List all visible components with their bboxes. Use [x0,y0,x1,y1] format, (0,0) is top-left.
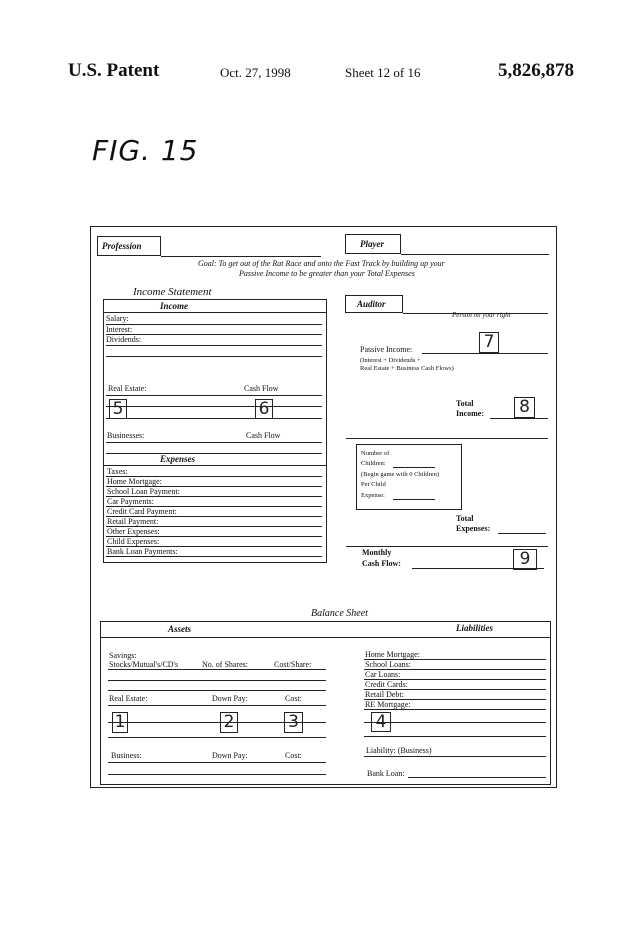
income-statement-title: Income Statement [133,286,212,298]
cash-flow-label: Cash Flow [244,384,279,393]
income-heading-rule [104,312,326,313]
business-cost-label: Cost: [285,751,302,760]
savings-label: Savings: [109,651,137,660]
cost-share-label: Cost/Share: [274,660,312,669]
passive-income-label: Passive Income: [360,345,413,354]
marker-box-5: 5 [109,399,127,419]
total-income-label-2: Income: [456,409,484,418]
interest-label: Interest: [106,325,133,334]
stocks-line-3 [108,690,326,691]
real-estate-asset-line-1 [108,705,326,706]
liabilities-heading: Liabilities [456,623,493,633]
total-income-line [490,418,548,419]
liab-credit-cards-label: Credit Cards: [365,680,408,689]
income-heading: Income [160,301,188,311]
marker-box-3: 3 [284,712,303,733]
monthly-label-1: Monthly [362,548,392,557]
auditor-divider [346,438,548,439]
patent-label: U.S. Patent [68,60,160,81]
expenses-heading: Expenses [160,454,196,464]
liab-car-loans-label: Car Loans: [365,670,401,679]
dividends-line [106,345,322,346]
real-estate-line-2 [106,406,322,407]
businesses-label: Businesses: [107,431,145,440]
liab-line-extra-2 [364,736,546,737]
marker-box-7: 7 [479,332,499,353]
player-label: Player [360,239,384,249]
total-expenses-label-2: Expenses: [456,524,491,533]
children-label-5: Expense: [361,492,385,499]
real-estate-line-3 [106,418,322,419]
figure-label: FIG. 15 [92,134,199,167]
marker-box-6: 6 [255,399,273,419]
liab-home-mortgage-label: Home Mortgage: [365,650,420,659]
marker-box-1: 1 [112,712,128,733]
assets-heading: Assets [168,624,192,634]
retail-payment-label: Retail Payment: [107,517,159,526]
school-loan-payment-label: School Loan Payment: [107,487,180,496]
car-payments-label: Car Payments: [107,497,154,506]
liab-school-loans-label: School Loans: [365,660,411,669]
children-line [393,467,435,468]
real-estate-asset-label: Real Estate: [109,694,148,703]
children-label-3: (Begin game with 0 Children) [361,471,439,478]
passive-income-line [422,353,548,354]
home-mortgage-exp-label: Home Mortgage: [107,477,162,486]
real-estate-asset-line-3 [108,737,326,738]
passive-income-note-2: Real Estate + Business Cash Flows) [360,365,454,372]
business-down-pay-label: Down Pay: [212,751,248,760]
passive-income-note-1: (Interest + Dividends + [360,357,421,364]
salary-label: Salary: [106,314,129,323]
business-cash-flow-label: Cash Flow [246,431,281,440]
total-expenses-line [498,533,546,534]
children-label-1: Number of [361,450,390,457]
goal-line-1: Goal: To get out of the Rat Race and onto the Fast Track by building up your [198,259,445,268]
goal-line-2: Passive Income to be greater than your Total Expenses [239,269,415,278]
real-estate-line-1 [106,395,322,396]
real-estate-label: Real Estate: [108,384,147,393]
bank-loan-line [408,777,546,778]
bank-loan-payments-label: Bank Loan Payments: [107,547,178,556]
patent-date: Oct. 27, 1998 [220,65,291,80]
business-line [106,442,322,443]
bank-loan-payments-line [106,556,322,557]
stocks-line-2 [108,680,326,681]
bank-loan-label: Bank Loan: [367,769,405,778]
liab-re-mortgage-label: RE Mortgage: [365,700,411,709]
children-label-2: Children: [361,460,386,467]
balance-heading-rule [101,637,550,638]
business-asset-label: Business: [111,751,142,760]
taxes-label: Taxes: [107,467,128,476]
cost-label: Cost: [285,694,302,703]
liability-business-line [364,756,546,757]
cash-flow-divider [346,546,548,547]
business-line-2 [106,453,322,454]
liab-retail-debt-label: Retail Debt: [365,690,404,699]
business-asset-line-1 [108,762,326,763]
sheet-number: Sheet 12 of 16 [345,65,421,80]
per-child-line [393,499,435,500]
expenses-heading-rule [104,465,326,466]
marker-box-4: 4 [371,712,391,732]
liab-re-mortgage-line [364,709,546,710]
credit-card-payment-label: Credit Card Payment: [107,507,177,516]
down-pay-label: Down Pay: [212,694,248,703]
blank-line [106,356,322,357]
stocks-line-1 [108,669,326,670]
child-expenses-label: Child Expenses: [107,537,160,546]
marker-box-2: 2 [220,712,238,733]
marker-box-8: 8 [514,397,535,418]
total-income-label-1: Total [456,399,474,408]
patent-number: 5,826,878 [498,60,574,81]
real-estate-asset-line-2 [108,722,326,723]
monthly-label-2: Cash Flow: [362,559,401,568]
profession-line [161,256,321,257]
balance-sheet-title: Balance Sheet [311,608,368,619]
total-expenses-label-1: Total [456,514,474,523]
auditor-label: Auditor [357,299,386,309]
liab-line-extra-1 [364,722,546,723]
balance-sheet-box [100,621,551,785]
business-asset-line-2 [108,774,326,775]
children-label-4: Per Child [361,481,386,488]
dividends-label: Dividends: [106,335,142,344]
marker-box-9: 9 [513,549,537,570]
liability-business-label: Liability: (Business) [366,746,432,755]
person-on-right: Person on your right [452,311,511,319]
stocks-label: Stocks/Mutual's/CD's [109,660,179,669]
player-line [401,254,549,255]
profession-label: Profession [102,241,142,251]
no-shares-label: No. of Shares: [202,660,248,669]
other-expenses-label: Other Expenses: [107,527,160,536]
salary-line [106,324,322,325]
